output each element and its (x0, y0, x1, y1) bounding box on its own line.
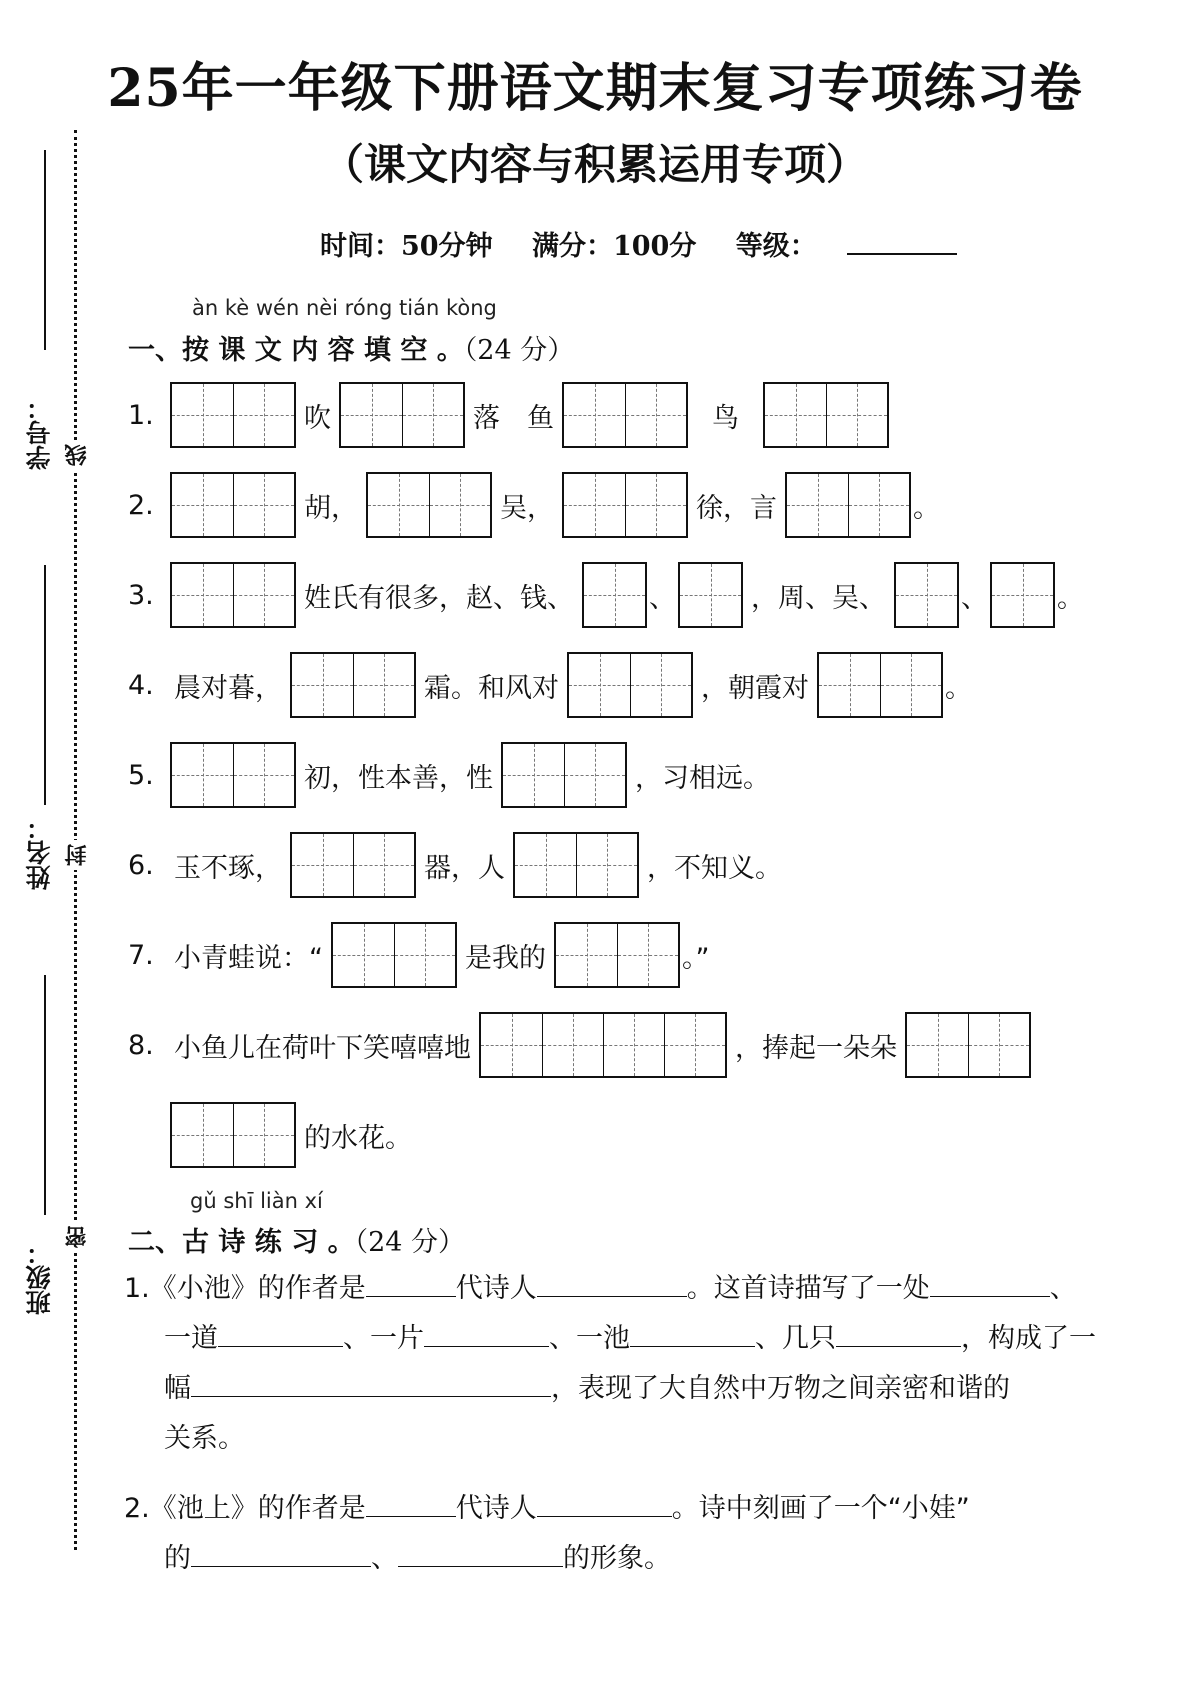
q-text: 、 (371, 1543, 398, 1574)
question-text: 霜。和风对 (424, 672, 559, 704)
question-number: 2. (128, 489, 154, 521)
seal-char-secret: 密 (62, 1222, 93, 1252)
question-text: 吴， (500, 492, 554, 524)
grade-blank[interactable] (847, 229, 957, 255)
s1-question-6 (128, 832, 788, 898)
writing-grid[interactable] (290, 652, 416, 718)
question-text: 吹 (304, 402, 331, 434)
section1-heading (128, 328, 574, 367)
question-text: 落 鱼 (473, 402, 554, 434)
question-number: 5. (128, 759, 154, 791)
writing-grid[interactable] (905, 1012, 1031, 1078)
question-number: 4. (128, 669, 154, 701)
answer-blank[interactable] (930, 1270, 1050, 1297)
page-title: 25年一年级下册语文期末复习专项练习卷 (107, 58, 1083, 119)
q-text: 一道 (164, 1323, 218, 1354)
question-text: ，周、吴、 (751, 582, 886, 614)
writing-grid[interactable] (290, 832, 416, 898)
class-line[interactable] (44, 975, 46, 1215)
q-text: 代诗人 (455, 1273, 537, 1304)
grade-label: 等级： (735, 231, 817, 262)
question-text: 是我的 (465, 942, 546, 974)
q-text: 。这首诗描写了一处 (686, 1273, 930, 1304)
answer-blank[interactable] (191, 1370, 551, 1397)
writing-grid[interactable] (582, 562, 647, 628)
question-text: 徐，言 (696, 492, 777, 524)
exam-meta (320, 224, 957, 263)
s1-question-8 (128, 1012, 1033, 1078)
writing-grid[interactable] (339, 382, 465, 448)
q-text: 。诗中刻画了一个“小娃” (671, 1493, 970, 1524)
q-text: 1.《小池》的作者是 (124, 1273, 366, 1304)
question-text: 。” (682, 942, 710, 974)
answer-blank[interactable] (191, 1540, 371, 1567)
question-text: 晨对暮， (174, 672, 282, 704)
q-text: 、一池 (549, 1323, 630, 1354)
q-text: 、几只 (755, 1323, 836, 1354)
name-label: 姓名： (25, 815, 54, 890)
q-text: 幅 (164, 1373, 191, 1404)
student-id-line[interactable] (44, 150, 46, 350)
writing-grid[interactable] (678, 562, 743, 628)
section2-title: 二、古 诗 练 习 。 (128, 1227, 355, 1258)
question-text: 胡， (304, 492, 358, 524)
answer-blank[interactable] (398, 1540, 563, 1567)
page-subtitle: （课文内容与积累运用专项） (321, 140, 868, 189)
writing-grid[interactable] (366, 472, 492, 538)
answer-blank[interactable] (366, 1490, 456, 1517)
writing-grid[interactable] (562, 382, 688, 448)
question-text: 小鱼儿在荷叶下笑嘻嘻地 (174, 1032, 471, 1064)
writing-grid[interactable] (170, 472, 296, 538)
writing-grid[interactable] (170, 562, 296, 628)
seal-char-line: 线 (62, 440, 93, 470)
question-text: ，不知义。 (647, 852, 782, 884)
s2-question-1 (124, 1264, 1096, 1464)
section2-score: （24 分） (354, 1227, 466, 1258)
s1-question-8-cont (168, 1102, 418, 1168)
writing-grid[interactable] (990, 562, 1055, 628)
writing-grid[interactable] (501, 742, 627, 808)
q-text: 代诗人 (455, 1493, 537, 1524)
question-text: ，习相远。 (635, 762, 770, 794)
q-text: 、 (1049, 1273, 1077, 1304)
score-label: 满分：100分 (531, 231, 697, 262)
q-text: ，表现了大自然中万物之间亲密和谐的 (551, 1373, 1010, 1404)
writing-grid[interactable] (170, 1102, 296, 1168)
writing-grid[interactable] (785, 472, 911, 538)
section1-score: （24 分） (463, 335, 575, 366)
question-number: 3. (128, 579, 154, 611)
question-text: 姓氏有很多，赵、钱、 (304, 582, 574, 614)
section2-heading (128, 1220, 465, 1259)
q-text: 2.《池上》的作者是 (124, 1493, 366, 1524)
writing-grid[interactable] (170, 742, 296, 808)
time-label: 时间：50分钟 (320, 231, 493, 262)
section2-pinyin: gǔ shī liàn xí (190, 1189, 323, 1213)
class-label: 班级： (25, 1240, 54, 1315)
student-id-label: 学号： (25, 395, 54, 470)
writing-grid[interactable] (817, 652, 943, 718)
answer-blank[interactable] (537, 1490, 672, 1517)
name-line[interactable] (44, 565, 46, 805)
question-text: 小青蛙说：“ (174, 942, 323, 974)
writing-grid[interactable] (562, 472, 688, 538)
s1-question-4 (128, 652, 972, 718)
writing-grid[interactable] (554, 922, 680, 988)
question-text: 。 (913, 492, 940, 524)
answer-blank[interactable] (218, 1320, 343, 1347)
s1-question-2 (128, 472, 940, 538)
answer-blank[interactable] (424, 1320, 549, 1347)
writing-grid[interactable] (170, 382, 296, 448)
q-text: 关系。 (164, 1423, 245, 1454)
answer-blank[interactable] (836, 1320, 961, 1347)
seal-char-seal: 封 (62, 840, 93, 870)
question-number: 6. (128, 849, 154, 881)
writing-grid[interactable] (894, 562, 959, 628)
writing-grid[interactable] (567, 652, 693, 718)
question-text: 器，人 (424, 852, 505, 884)
question-text: ，朝霞对 (701, 672, 809, 704)
q-text: ，构成了一 (961, 1323, 1096, 1354)
s1-question-3 (128, 562, 1084, 628)
writing-grid[interactable] (331, 922, 457, 988)
answer-blank[interactable] (630, 1320, 755, 1347)
question-text: 、 (649, 582, 676, 614)
question-number: 7. (128, 939, 154, 971)
writing-grid[interactable] (513, 832, 639, 898)
question-number: 8. (128, 1029, 154, 1061)
section1-title: 一、按 课 文 内 容 填 空 。 (128, 335, 464, 366)
question-text: 、 (961, 582, 988, 614)
s1-question-7 (128, 922, 710, 988)
question-text: 。 (1057, 582, 1084, 614)
writing-grid[interactable] (763, 382, 889, 448)
question-text: 鸟 (712, 402, 739, 434)
answer-blank[interactable] (366, 1270, 456, 1297)
s1-question-1 (128, 382, 891, 448)
q-text: 、一片 (343, 1323, 424, 1354)
question-text: 初，性本善，性 (304, 762, 493, 794)
section1-pinyin: àn kè wén nèi róng tián kòng (192, 296, 497, 320)
question-text: 玉不琢， (174, 852, 282, 884)
answer-blank[interactable] (537, 1270, 687, 1297)
question-text: 。 (945, 672, 972, 704)
writing-grid[interactable] (479, 1012, 727, 1078)
question-number: 1. (128, 399, 154, 431)
question-text: 的水花。 (304, 1122, 412, 1154)
q-text: 的形象。 (563, 1543, 671, 1574)
question-text: ，捧起一朵朵 (735, 1032, 897, 1064)
s2-question-2 (124, 1484, 970, 1584)
q-text: 的 (164, 1543, 191, 1574)
s1-question-5 (128, 742, 776, 808)
